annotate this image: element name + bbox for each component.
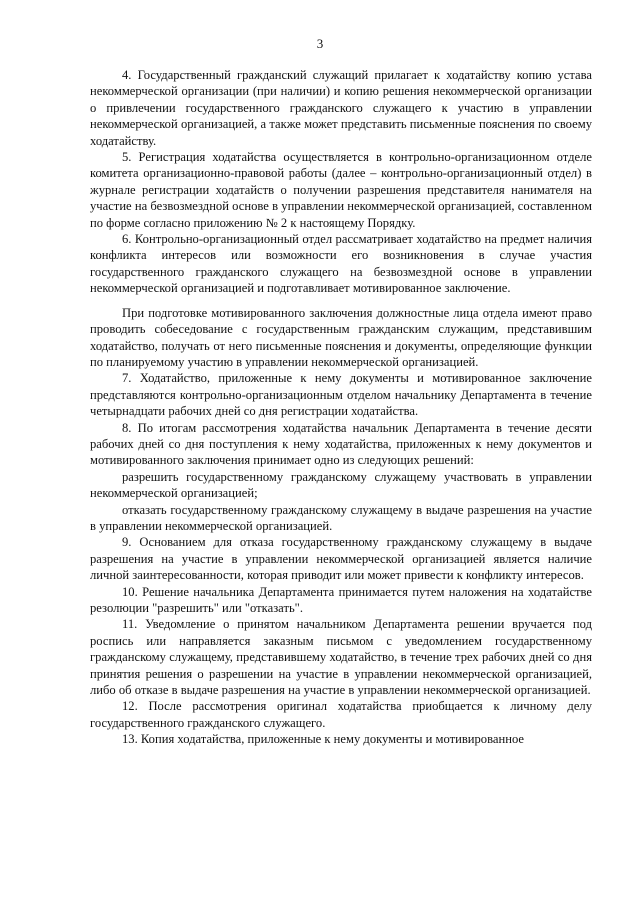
paragraph-9: 9. Основанием для отказа государственному гражданскому служащему в выдаче разрешения на участие в управлении некоммерческой организацией является наличие личной заинтересованности, которая приводит или может привести к конфликту интересов. <box>90 535 592 583</box>
document-body <box>90 67 592 748</box>
decision-option-allow: разрешить государственному гражданскому служащему участвовать в управлении некоммерческой организацией; <box>90 469 592 501</box>
paragraph-7: 7. Ходатайство, приложенные к нему документы и мотивированное заключение представляются контрольно-организационным отделом начальнику Департамента в течение четырнадцати рабочих дней со дня регистрации ходатайства. <box>90 371 592 419</box>
paragraph-10: 10. Решение начальника Департамента принимается путем наложения на ходатайстве резолюции "разрешить" или "отказать". <box>90 584 592 615</box>
decision-option-refuse: отказать государственному гражданскому служащему в выдаче разрешения на участие в управлении некоммерческой организацией. <box>90 502 592 533</box>
paragraph-5: 5. Регистрация ходатайства осуществляется в контрольно-организационном отделе комитета организационно-правовой работы (далее – контрольно-организационный отдел) в журнале регистрации ходатайств о получении разрешения представителя нанимателя на участие на безвозмездной основе в управлении некоммерческой организацией, составленном по форме согласно приложению № 2 к настоящему Порядку. <box>90 150 592 230</box>
page-number: 3 <box>316 36 324 51</box>
paragraph-12: 12. После рассмотрения оригинал ходатайства приобщается к личному делу государственного гражданского служащего. <box>90 699 592 730</box>
paragraph-6-note: При подготовке мотивированного заключения должностные лица отдела имеют право проводить собеседование с государственным гражданским служащим, представившим ходатайство, получать от него письменные пояснения и документы, определяющие функции по планируемому участию в управлении некоммерческой организацией. <box>90 305 592 369</box>
paragraph-4: 4. Государственный гражданский служащий прилагает к ходатайству копию устава некоммерческой организации (при наличии) и копию решения некоммерческой организации о привлечении государственного гражданского служащего к участию в управлении некоммерческой организацией, а также может представить письменные пояснения по своему ходатайству. <box>90 68 592 148</box>
paragraph-13: 13. Копия ходатайства, приложенные к нему документы и мотивированное <box>122 732 524 747</box>
paragraph-11: 11. Уведомление о принятом начальником Департамента решении вручается под роспись или направляется заказным письмом с уведомлением государственному гражданскому служащему, представившему ходатайство, в течение трех рабочих дней со дня принятия решения о разрешении на участие в управлении некоммерческой организацией, либо об отказе в выдаче разрешения на участие в управлении некоммерческой организацией. <box>90 617 592 698</box>
paragraph-8: 8. По итогам рассмотрения ходатайства начальник Департамента в течение десяти рабочих дней со дня поступления к нему ходатайства, приложенных к нему документов и мотивированного заключения принимает одно из следующих решений: <box>90 420 592 468</box>
paragraph-6: 6. Контрольно-организационный отдел рассматривает ходатайство на предмет наличия конфликта интересов или возможности его возникновения в случае участия государственного гражданского служащего на безвозмездной основе в управлении некоммерческой организацией и подготавливает мотивированное заключение. <box>90 232 592 296</box>
